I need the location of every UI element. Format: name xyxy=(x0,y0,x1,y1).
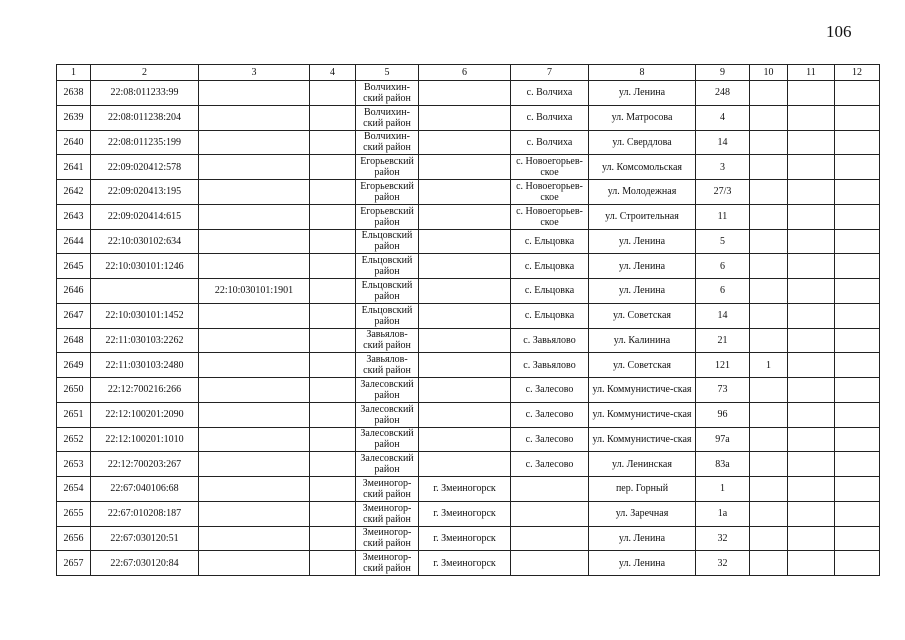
table-cell xyxy=(835,254,880,279)
table-cell xyxy=(511,477,589,502)
table-cell xyxy=(750,452,788,477)
table-cell: 2647 xyxy=(57,303,91,328)
table-cell: Волчихин-ский район xyxy=(356,105,419,130)
table-cell xyxy=(199,501,310,526)
table-row xyxy=(57,279,880,304)
table-cell: Егорьевский район xyxy=(356,155,419,180)
table-cell xyxy=(199,81,310,106)
table-cell xyxy=(788,427,835,452)
table-cell xyxy=(835,427,880,452)
table-cell: 3 xyxy=(696,155,750,180)
table-cell xyxy=(419,130,511,155)
table-cell xyxy=(788,303,835,328)
table-cell xyxy=(835,303,880,328)
table-cell xyxy=(750,328,788,353)
column-header: 4 xyxy=(310,65,356,81)
table-cell xyxy=(750,427,788,452)
table-cell: 22:67:030120:84 xyxy=(91,551,199,576)
table-cell: с. Волчиха xyxy=(511,130,589,155)
table-cell xyxy=(750,378,788,403)
table-cell xyxy=(750,526,788,551)
table-cell: ул. Молодежная xyxy=(589,180,696,205)
column-header: 7 xyxy=(511,65,589,81)
table-cell: 4 xyxy=(696,105,750,130)
table-body xyxy=(57,81,880,576)
table-cell: Егорьевский район xyxy=(356,204,419,229)
table-cell: Залесовский район xyxy=(356,427,419,452)
table-cell xyxy=(750,130,788,155)
table-cell xyxy=(419,180,511,205)
table-cell: 14 xyxy=(696,130,750,155)
table-cell xyxy=(310,155,356,180)
table-cell xyxy=(835,279,880,304)
table-cell xyxy=(310,254,356,279)
table-cell xyxy=(419,81,511,106)
table-cell xyxy=(199,378,310,403)
table-cell: ул. Коммунистиче-ская xyxy=(589,402,696,427)
table-cell xyxy=(788,551,835,576)
table-cell: 21 xyxy=(696,328,750,353)
table-cell xyxy=(788,279,835,304)
table-cell: 6 xyxy=(696,254,750,279)
table-cell xyxy=(310,452,356,477)
table-cell: Ельцовский район xyxy=(356,279,419,304)
table-cell: с. Ельцовка xyxy=(511,303,589,328)
table-cell: с. Залесово xyxy=(511,452,589,477)
table-cell xyxy=(91,279,199,304)
table-cell: г. Змеиногорск xyxy=(419,551,511,576)
registry-table xyxy=(56,64,880,576)
table-cell: 27/3 xyxy=(696,180,750,205)
table-cell: 2655 xyxy=(57,501,91,526)
table-cell: ул. Калинина xyxy=(589,328,696,353)
table-cell xyxy=(788,180,835,205)
table-cell: 2644 xyxy=(57,229,91,254)
column-header: 6 xyxy=(419,65,511,81)
table-cell: 2646 xyxy=(57,279,91,304)
table-cell xyxy=(419,303,511,328)
table-cell: ул. Заречная xyxy=(589,501,696,526)
table-cell xyxy=(788,81,835,106)
table-cell: ул. Матросова xyxy=(589,105,696,130)
table-cell: 22:10:030101:1246 xyxy=(91,254,199,279)
table-cell: 2654 xyxy=(57,477,91,502)
table-cell xyxy=(310,204,356,229)
table-cell: г. Змеиногорск xyxy=(419,526,511,551)
table-cell xyxy=(835,204,880,229)
page-number: 106 xyxy=(826,22,852,41)
table-cell xyxy=(199,180,310,205)
table-cell xyxy=(310,279,356,304)
table-cell xyxy=(750,303,788,328)
table-cell: 22:67:040106:68 xyxy=(91,477,199,502)
table-cell: 22:67:010208:187 xyxy=(91,501,199,526)
table-cell xyxy=(310,477,356,502)
column-header: 3 xyxy=(199,65,310,81)
table-cell: 2640 xyxy=(57,130,91,155)
table-cell: 2641 xyxy=(57,155,91,180)
table-cell xyxy=(788,155,835,180)
table-cell: ул. Ленина xyxy=(589,254,696,279)
table-cell: ул. Советская xyxy=(589,353,696,378)
table-cell xyxy=(835,353,880,378)
table-cell xyxy=(835,452,880,477)
table-cell xyxy=(310,501,356,526)
table-cell xyxy=(419,378,511,403)
table-cell: с. Волчиха xyxy=(511,105,589,130)
table-cell xyxy=(750,402,788,427)
table-cell xyxy=(310,303,356,328)
table-cell: 97а xyxy=(696,427,750,452)
table-cell: 2639 xyxy=(57,105,91,130)
table-row xyxy=(57,402,880,427)
table-cell: 11 xyxy=(696,204,750,229)
table-cell: 22:67:030120:51 xyxy=(91,526,199,551)
table-cell xyxy=(835,477,880,502)
table-cell: пер. Горный xyxy=(589,477,696,502)
table-cell xyxy=(788,452,835,477)
table-cell: 5 xyxy=(696,229,750,254)
table-cell xyxy=(750,204,788,229)
table-cell: 6 xyxy=(696,279,750,304)
table-row xyxy=(57,328,880,353)
table-cell xyxy=(835,155,880,180)
table-cell xyxy=(788,229,835,254)
table-cell: Волчихин-ский район xyxy=(356,130,419,155)
table-row xyxy=(57,501,880,526)
table-cell xyxy=(835,402,880,427)
table-cell: Змеиногор-ский район xyxy=(356,477,419,502)
table-cell xyxy=(835,378,880,403)
column-header: 5 xyxy=(356,65,419,81)
table-cell: 83а xyxy=(696,452,750,477)
table-row xyxy=(57,452,880,477)
column-header: 9 xyxy=(696,65,750,81)
table-cell xyxy=(310,229,356,254)
table-cell xyxy=(750,551,788,576)
table-cell: ул. Ленина xyxy=(589,81,696,106)
table-cell xyxy=(511,501,589,526)
table-cell: 32 xyxy=(696,526,750,551)
table-cell xyxy=(835,81,880,106)
table-cell xyxy=(199,402,310,427)
table-cell: с. Залесово xyxy=(511,427,589,452)
table-cell xyxy=(419,279,511,304)
table-cell: ул. Свердлова xyxy=(589,130,696,155)
table-cell: 2652 xyxy=(57,427,91,452)
table-cell: Змеиногор-ский район xyxy=(356,501,419,526)
column-header: 8 xyxy=(589,65,696,81)
table-cell xyxy=(199,155,310,180)
table-cell xyxy=(419,254,511,279)
table-cell xyxy=(199,427,310,452)
table-cell: Залесовский район xyxy=(356,378,419,403)
table-cell: с. Новоегорьев-ское xyxy=(511,155,589,180)
table-cell xyxy=(419,204,511,229)
table-cell: 14 xyxy=(696,303,750,328)
table-cell xyxy=(419,105,511,130)
table-cell xyxy=(788,477,835,502)
table-cell: 22:12:100201:2090 xyxy=(91,402,199,427)
table-cell: Залесовский район xyxy=(356,402,419,427)
table-cell: 2645 xyxy=(57,254,91,279)
table-cell: 96 xyxy=(696,402,750,427)
header-row xyxy=(57,65,880,81)
table-cell xyxy=(788,254,835,279)
table-cell xyxy=(310,353,356,378)
table-cell: с. Завьялово xyxy=(511,353,589,378)
table-cell xyxy=(419,452,511,477)
table-cell: с. Завьялово xyxy=(511,328,589,353)
table-cell xyxy=(750,180,788,205)
table-cell: 22:11:030103:2262 xyxy=(91,328,199,353)
table-cell xyxy=(199,204,310,229)
table-cell: ул. Ленина xyxy=(589,229,696,254)
table-cell: Ельцовский район xyxy=(356,254,419,279)
table-cell: 22:10:030101:1452 xyxy=(91,303,199,328)
table-cell: 22:11:030103:2480 xyxy=(91,353,199,378)
table-cell: 22:08:011238:204 xyxy=(91,105,199,130)
table-row xyxy=(57,303,880,328)
table-cell xyxy=(750,477,788,502)
table-row xyxy=(57,254,880,279)
table-cell: 2638 xyxy=(57,81,91,106)
table-row xyxy=(57,427,880,452)
table-cell: 22:08:011233:99 xyxy=(91,81,199,106)
table-cell: 22:09:020414:615 xyxy=(91,204,199,229)
table-cell xyxy=(199,353,310,378)
table-cell xyxy=(310,427,356,452)
table-row xyxy=(57,130,880,155)
table-cell: 22:09:020413:195 xyxy=(91,180,199,205)
table-cell xyxy=(750,229,788,254)
table-cell xyxy=(788,526,835,551)
column-header: 1 xyxy=(57,65,91,81)
table-cell: 22:09:020412:578 xyxy=(91,155,199,180)
table-cell xyxy=(835,501,880,526)
table-row xyxy=(57,477,880,502)
table-cell xyxy=(788,105,835,130)
table-cell xyxy=(788,130,835,155)
table-cell: ул. Ленина xyxy=(589,526,696,551)
table-cell xyxy=(310,526,356,551)
table-cell xyxy=(419,328,511,353)
table-cell: 2656 xyxy=(57,526,91,551)
table-cell: ул. Коммунистиче-ская xyxy=(589,378,696,403)
table-cell xyxy=(199,229,310,254)
table-cell: с. Ельцовка xyxy=(511,229,589,254)
table-cell xyxy=(199,254,310,279)
table-cell xyxy=(310,180,356,205)
table-cell xyxy=(310,130,356,155)
table-cell: 2648 xyxy=(57,328,91,353)
table-cell xyxy=(419,229,511,254)
table-cell xyxy=(788,353,835,378)
table-cell: с. Ельцовка xyxy=(511,254,589,279)
table-cell xyxy=(788,328,835,353)
table-cell: Завьялов-ский район xyxy=(356,328,419,353)
table-cell xyxy=(199,130,310,155)
table-row xyxy=(57,155,880,180)
table-cell xyxy=(199,105,310,130)
table-cell: Ельцовский район xyxy=(356,303,419,328)
table-cell: с. Волчиха xyxy=(511,81,589,106)
table-cell xyxy=(199,477,310,502)
table-cell xyxy=(788,378,835,403)
table-cell xyxy=(199,303,310,328)
table-cell: Змеиногор-ский район xyxy=(356,526,419,551)
table-cell xyxy=(835,105,880,130)
table-cell: Залесовский район xyxy=(356,452,419,477)
table-row xyxy=(57,526,880,551)
table-cell xyxy=(419,353,511,378)
table-cell: 22:12:700216:266 xyxy=(91,378,199,403)
column-header: 11 xyxy=(788,65,835,81)
table-cell xyxy=(788,402,835,427)
table-cell: Егорьевский район xyxy=(356,180,419,205)
table-cell: с. Залесово xyxy=(511,378,589,403)
table-cell xyxy=(511,551,589,576)
table-cell xyxy=(788,501,835,526)
table-cell: 32 xyxy=(696,551,750,576)
table-cell xyxy=(835,551,880,576)
table-row xyxy=(57,204,880,229)
table-cell: 22:12:100201:1010 xyxy=(91,427,199,452)
table-cell: 22:08:011235:199 xyxy=(91,130,199,155)
table-cell: г. Змеиногорск xyxy=(419,477,511,502)
table-cell xyxy=(199,551,310,576)
table-cell xyxy=(750,254,788,279)
table-cell xyxy=(310,105,356,130)
table-cell xyxy=(750,279,788,304)
table-cell xyxy=(199,526,310,551)
table-row xyxy=(57,378,880,403)
table-cell xyxy=(199,452,310,477)
table-cell: ул. Ленина xyxy=(589,551,696,576)
table-cell: с. Залесово xyxy=(511,402,589,427)
table-row xyxy=(57,229,880,254)
table-cell xyxy=(310,81,356,106)
table-cell: с. Новоегорьев-ское xyxy=(511,180,589,205)
table-cell: Волчихин-ский район xyxy=(356,81,419,106)
table-cell: ул. Ленина xyxy=(589,279,696,304)
table-cell: 1 xyxy=(750,353,788,378)
table-cell: ул. Коммунистиче-ская xyxy=(589,427,696,452)
table-cell xyxy=(750,105,788,130)
table-cell: Змеиногор-ский район xyxy=(356,551,419,576)
table-cell xyxy=(750,155,788,180)
table-cell: с. Новоегорьев-ское xyxy=(511,204,589,229)
table-cell: 2651 xyxy=(57,402,91,427)
table-cell xyxy=(199,328,310,353)
table-row xyxy=(57,180,880,205)
table-cell: 121 xyxy=(696,353,750,378)
table-cell: Ельцовский район xyxy=(356,229,419,254)
table-cell xyxy=(750,81,788,106)
table-cell xyxy=(835,526,880,551)
table-cell xyxy=(835,130,880,155)
table-cell xyxy=(835,328,880,353)
table-cell: 2650 xyxy=(57,378,91,403)
table-cell xyxy=(310,378,356,403)
table-cell xyxy=(750,501,788,526)
table-cell: Завьялов-ский район xyxy=(356,353,419,378)
table-cell xyxy=(419,427,511,452)
table-cell: г. Змеиногорск xyxy=(419,501,511,526)
table-cell: 73 xyxy=(696,378,750,403)
table-cell: 2642 xyxy=(57,180,91,205)
table-cell: 2653 xyxy=(57,452,91,477)
table-cell: с. Ельцовка xyxy=(511,279,589,304)
table-cell: 2649 xyxy=(57,353,91,378)
table-cell xyxy=(419,402,511,427)
table-cell: ул. Строительная xyxy=(589,204,696,229)
table-row xyxy=(57,353,880,378)
table-cell: 248 xyxy=(696,81,750,106)
table-cell xyxy=(310,328,356,353)
column-header: 10 xyxy=(750,65,788,81)
table-cell: 2657 xyxy=(57,551,91,576)
table-cell: 22:10:030102:634 xyxy=(91,229,199,254)
table-cell: ул. Ленинская xyxy=(589,452,696,477)
table-cell: ул. Комсомольская xyxy=(589,155,696,180)
column-header: 2 xyxy=(91,65,199,81)
table-cell: 1 xyxy=(696,477,750,502)
table-cell: ул. Советская xyxy=(589,303,696,328)
column-header: 12 xyxy=(835,65,880,81)
table-cell xyxy=(511,526,589,551)
table-cell: 22:10:030101:1901 xyxy=(199,279,310,304)
table-cell xyxy=(419,155,511,180)
table-cell: 22:12:700203:267 xyxy=(91,452,199,477)
table-cell xyxy=(835,229,880,254)
table-cell: 2643 xyxy=(57,204,91,229)
table-cell xyxy=(310,551,356,576)
table-cell: 1а xyxy=(696,501,750,526)
table-cell xyxy=(788,204,835,229)
table-cell xyxy=(310,402,356,427)
table-row xyxy=(57,105,880,130)
table-row xyxy=(57,81,880,106)
table-cell xyxy=(835,180,880,205)
table-row xyxy=(57,551,880,576)
